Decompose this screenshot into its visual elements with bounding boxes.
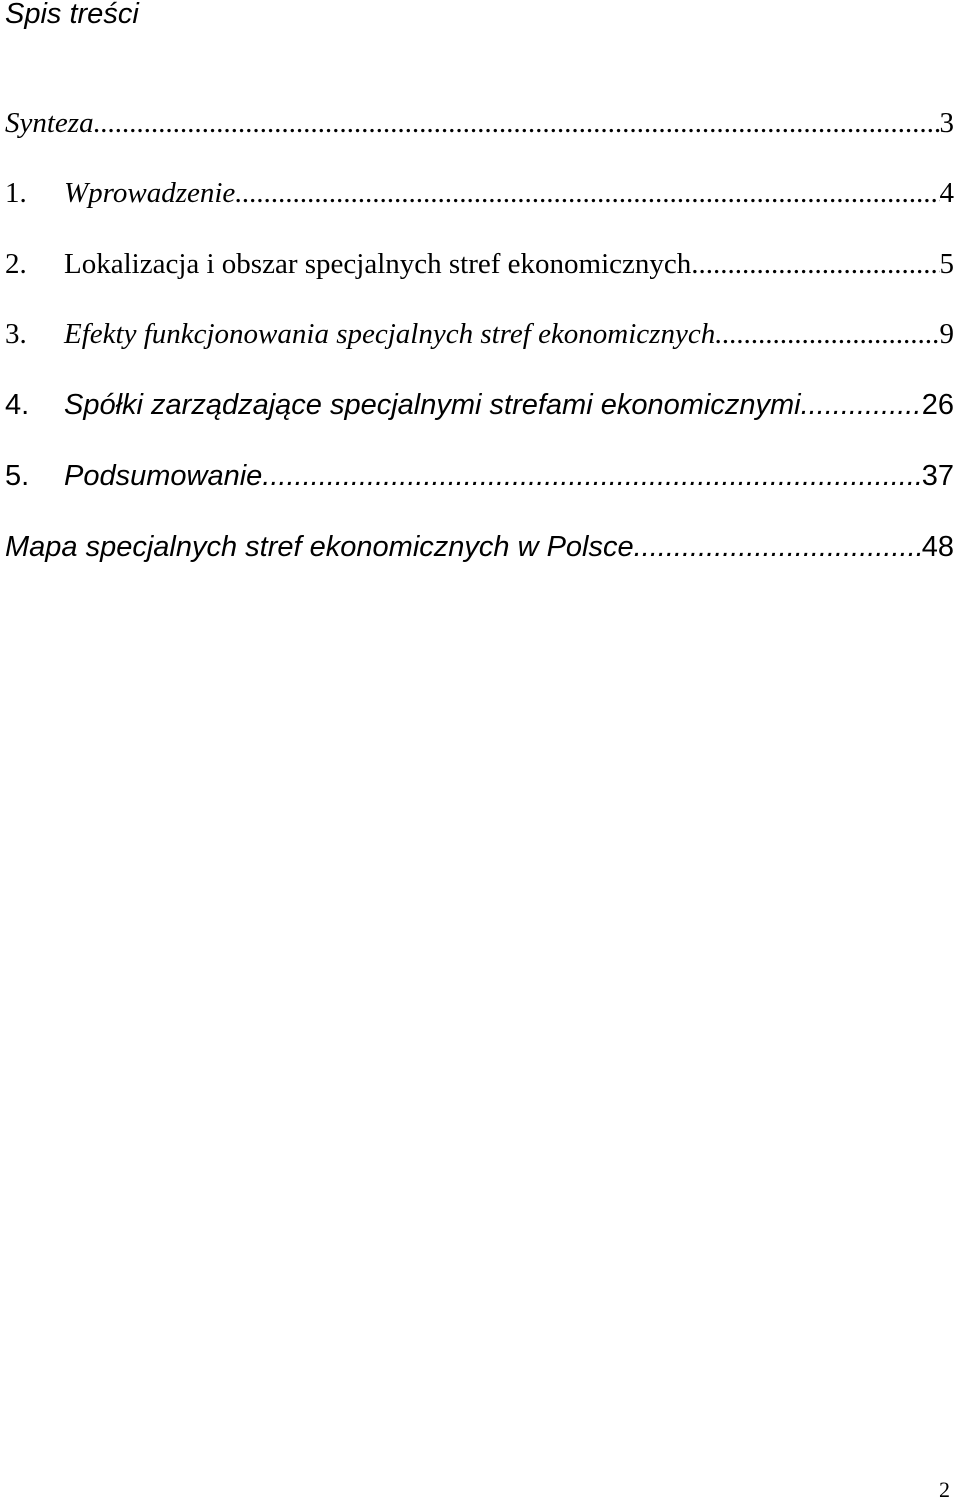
toc-entry-label: Spółki zarządzające specjalnymi strefami ekonomicznymi xyxy=(64,389,801,421)
toc-entry-efekty[interactable] xyxy=(5,314,954,354)
dot-leader xyxy=(94,103,940,143)
dot-leader xyxy=(715,314,939,354)
toc-entry-label: Efekty funkcjonowania specjalnych stref ekonomicznych xyxy=(64,318,716,350)
toc-entry-wprowadzenie[interactable] xyxy=(5,173,954,213)
toc-entry-label: Mapa specjalnych stref ekonomicznych w Polsce xyxy=(5,531,634,563)
toc-entry-page: 5 xyxy=(939,248,954,280)
toc-entry-mapa[interactable] xyxy=(5,527,954,567)
page-number: 2 xyxy=(939,1477,950,1502)
toc-entry-number: 2. xyxy=(5,248,27,280)
dot-leader xyxy=(634,527,922,567)
toc-entry-page: 26 xyxy=(921,389,954,421)
toc-entry-number: 4. xyxy=(5,389,30,421)
toc-entry-label: Wprowadzenie xyxy=(64,177,236,209)
toc-entry-page: 48 xyxy=(921,531,954,563)
toc-entry-page: 9 xyxy=(939,318,954,350)
dot-leader xyxy=(801,385,922,425)
toc-entry-label: Synteza xyxy=(5,107,94,139)
toc-entry-lokalizacja[interactable] xyxy=(5,244,954,284)
toc-entry-podsumowanie[interactable] xyxy=(5,456,954,496)
toc-entry-number: 3. xyxy=(5,318,27,350)
toc-entry-synteza[interactable] xyxy=(5,103,954,143)
toc-entry-number: 5. xyxy=(5,460,30,492)
dot-leader xyxy=(691,244,939,284)
dot-leader xyxy=(262,456,921,496)
toc-entry-page: 3 xyxy=(939,107,954,139)
toc-entry-label: Lokalizacja i obszar specjalnych stref ekonomicznych xyxy=(64,248,692,280)
toc-entry-label: Podsumowanie xyxy=(64,460,263,492)
toc-title: Spis treści xyxy=(5,0,139,30)
toc-entry-number: 1. xyxy=(5,177,27,209)
dot-leader xyxy=(235,173,939,213)
toc-entry-spolki[interactable] xyxy=(5,385,954,425)
toc-entry-page: 4 xyxy=(939,177,954,209)
toc-entry-page: 37 xyxy=(921,460,954,492)
